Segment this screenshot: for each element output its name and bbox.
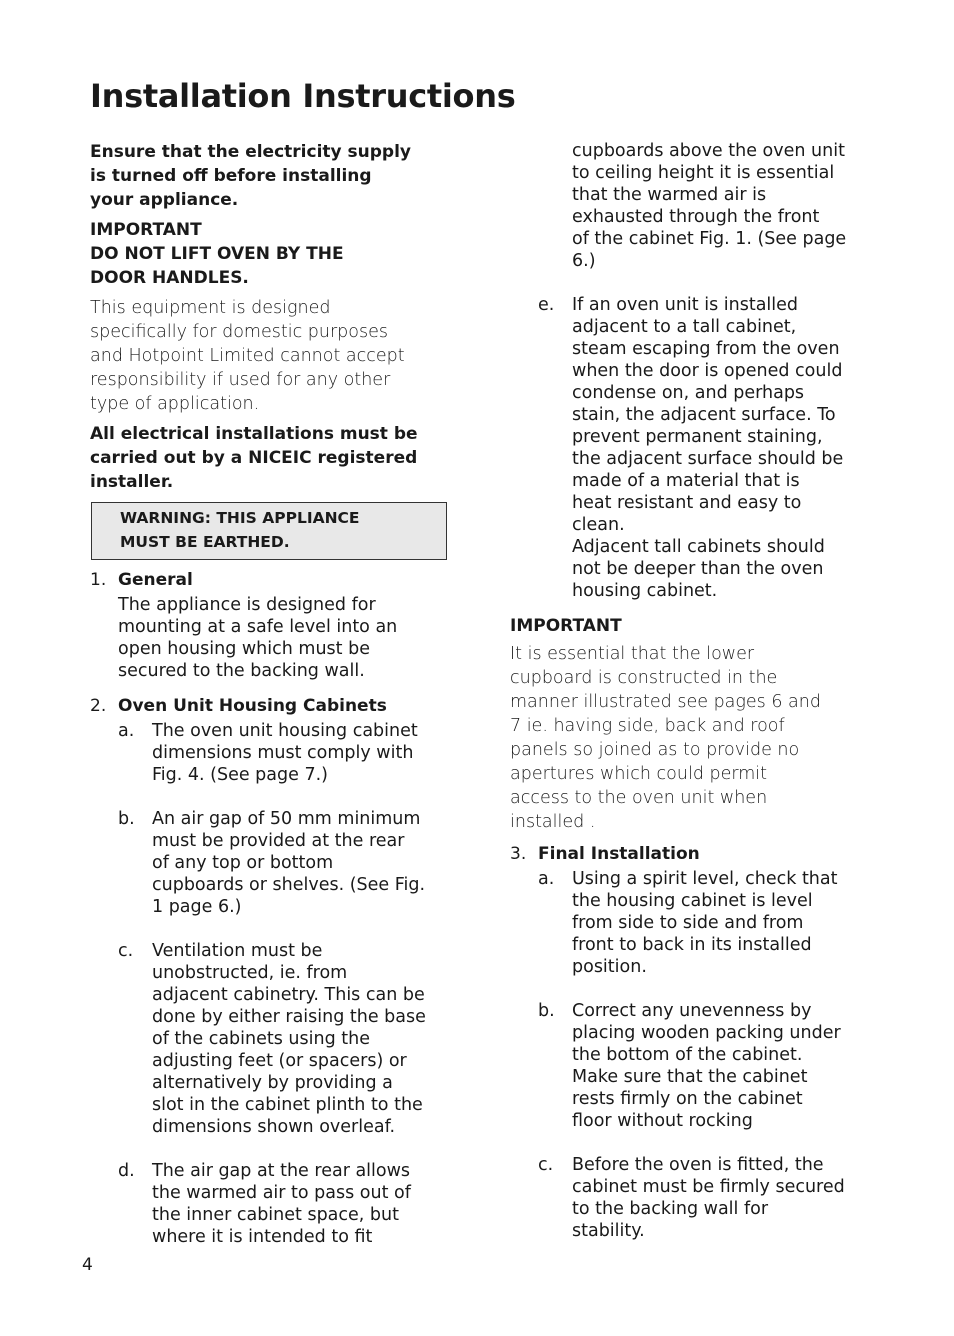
text-line: the housing cabinet is level: [572, 891, 813, 911]
list-item: [538, 1000, 890, 1132]
item-text: [152, 1160, 460, 1248]
section-housing-cabinets: [90, 694, 460, 1248]
text-line: Ensure that the electricity supply: [90, 142, 411, 162]
item-text: [572, 868, 890, 978]
text-line: IMPORTANT: [90, 220, 202, 240]
item-text: [572, 294, 890, 602]
item-letter: d.: [118, 1161, 135, 1181]
text-line: DOOR HANDLES.: [90, 268, 249, 288]
text-line: rests firmly on the cabinet: [572, 1089, 803, 1109]
item-letter: a.: [118, 721, 135, 741]
item-text: [152, 720, 460, 786]
text-line: If an oven unit is installed: [572, 295, 799, 315]
important-heading: IMPORTANT: [510, 616, 622, 636]
text-line: and Hotpoint Limited cannot accept: [90, 346, 405, 366]
item-d-continuation: [510, 140, 890, 272]
text-line: stability.: [572, 1221, 645, 1241]
text-line: cupboard is constructed in the: [510, 668, 778, 688]
important-paragraph: [510, 642, 890, 834]
text-line: placing wooden packing under: [572, 1023, 841, 1043]
warning-line: WARNING: THIS APPLIANCE: [120, 509, 360, 527]
text-line: not be deeper than the oven: [572, 559, 824, 579]
text-line: open housing which must be: [118, 639, 370, 659]
text-line: All electrical installations must be: [90, 424, 418, 444]
text-line: steam escaping from the oven: [572, 339, 840, 359]
text-line: An air gap of 50 mm minimum: [152, 809, 421, 829]
text-line: DO NOT LIFT OVEN BY THE: [90, 244, 344, 264]
text-line: prevent permanent staining,: [572, 427, 823, 447]
page-title: Installation Instructions: [90, 77, 516, 115]
item-text: [572, 1154, 890, 1242]
warning-line: MUST BE EARTHED.: [120, 533, 290, 551]
text-line: manner illustrated see pages 6 and: [510, 692, 821, 712]
text-line: of any top or bottom: [152, 853, 334, 873]
text-line: dimensions shown overleaf.: [152, 1117, 396, 1137]
text-line: to the backing wall for: [572, 1199, 769, 1219]
section-number: 1.: [90, 570, 107, 590]
text-line: alternatively by providing a: [152, 1073, 393, 1093]
text-line: adjacent cabinetry. This can be: [152, 985, 425, 1005]
text-line: Adjacent tall cabinets should: [572, 537, 825, 557]
item-letter: c.: [118, 941, 134, 961]
section-final-installation: [510, 842, 890, 1242]
left-column: [90, 140, 460, 1248]
list-item: [538, 868, 890, 978]
text-line: cupboards above the oven unit: [572, 141, 845, 161]
text-line: adjacent to a tall cabinet,: [572, 317, 797, 337]
text-line: 7 ie. having side, back and roof: [510, 716, 785, 736]
text-line: Fig. 4. (See page 7.): [152, 765, 328, 785]
list-item: [118, 940, 460, 1138]
text-line: adjusting feet (or spacers) or: [152, 1051, 407, 1071]
text-line: made of a material that is: [572, 471, 800, 491]
text-line: Using a spirit level, check that: [572, 869, 838, 889]
text-line: stain, the adjacent surface. To: [572, 405, 836, 425]
text-line: responsibility if used for any other: [90, 370, 391, 390]
list-item: [118, 720, 460, 786]
text-line: The air gap at the rear allows: [152, 1161, 411, 1181]
text-line: of the cabinets using the: [152, 1029, 370, 1049]
text-line: Correct any unevenness by: [572, 1001, 812, 1021]
item-letter: c.: [538, 1155, 554, 1175]
text-line: where it is intended to fit: [152, 1227, 373, 1247]
text-line: when the door is opened could: [572, 361, 843, 381]
item-text: [572, 1000, 890, 1132]
text-line: Ventilation must be: [152, 941, 323, 961]
item-text: [152, 808, 460, 918]
section-title: Final Installation: [538, 844, 700, 864]
electrical-installation-paragraph: [90, 422, 460, 494]
section-number: 3.: [510, 844, 527, 864]
section-title: Oven Unit Housing Cabinets: [118, 696, 387, 716]
text-line: your appliance.: [90, 190, 239, 210]
text-line: apertures which could permit: [510, 764, 768, 784]
text-line: cabinet must be firmly secured: [572, 1177, 845, 1197]
section-title: General: [118, 570, 193, 590]
text-line: floor without rocking: [572, 1111, 753, 1131]
section-body: [118, 594, 460, 682]
text-line: specifically for domestic purposes: [90, 322, 388, 342]
text-line: secured to the backing wall.: [118, 661, 365, 681]
text-line: clean.: [572, 515, 625, 535]
item-letter: a.: [538, 869, 555, 889]
item-letter: e.: [538, 295, 555, 315]
text-line: of the cabinet Fig. 1. (See page: [572, 229, 847, 249]
text-line: 6.): [572, 251, 596, 271]
lift-warning-paragraph: [90, 218, 460, 290]
text-line: unobstructed, ie. from: [152, 963, 348, 983]
text-line: the warmed air to pass out of: [152, 1183, 411, 1203]
text-line: dimensions must comply with: [152, 743, 414, 763]
text-line: Make sure that the cabinet: [572, 1067, 808, 1087]
text-line: done by either raising the base: [152, 1007, 426, 1027]
text-line: the inner cabinet space, but: [152, 1205, 399, 1225]
text-line: condense on, and perhaps: [572, 383, 805, 403]
text-line: exhausted through the front: [572, 207, 820, 227]
text-line: panels so joined as to provide no: [510, 740, 800, 760]
list-item: [510, 294, 890, 602]
text-line: housing cabinet.: [572, 581, 718, 601]
equipment-paragraph: [90, 296, 460, 416]
text-line: that the warmed air is: [572, 185, 767, 205]
item-letter: b.: [538, 1001, 555, 1021]
text-line: position.: [572, 957, 647, 977]
text-line: heat resistant and easy to: [572, 493, 802, 513]
text-line: The oven unit housing cabinet: [152, 721, 418, 741]
text-line: cupboards or shelves. (See Fig.: [152, 875, 426, 895]
text-line: This equipment is designed: [90, 298, 331, 318]
text-line: Before the oven is fitted, the: [572, 1155, 824, 1175]
text-line: access to the oven unit when: [510, 788, 768, 808]
text-line: the adjacent surface should be: [572, 449, 844, 469]
right-column: [510, 140, 890, 1242]
text-line: must be provided at the rear: [152, 831, 405, 851]
earthing-warning-box: [91, 502, 447, 560]
text-line: to ceiling height it is essential: [572, 163, 835, 183]
list-item: [538, 1154, 890, 1242]
text-line: slot in the cabinet plinth to the: [152, 1095, 423, 1115]
section-number: 2.: [90, 696, 107, 716]
section-general: [90, 568, 460, 682]
supply-warning-paragraph: [90, 140, 460, 212]
text-line: front to back in its installed: [572, 935, 812, 955]
text-line: is turned off before installing: [90, 166, 372, 186]
text-line: installer.: [90, 472, 174, 492]
text-line: the bottom of the cabinet.: [572, 1045, 803, 1065]
list-item: [118, 808, 460, 918]
text-line: installed .: [510, 812, 596, 832]
text-line: 1 page 6.): [152, 897, 242, 917]
list-item: [118, 1160, 460, 1248]
page-number: 4: [82, 1255, 93, 1275]
text-line: carried out by a NICEIC registered: [90, 448, 418, 468]
text-line: type of application.: [90, 394, 260, 414]
text-line: from side to side and from: [572, 913, 804, 933]
item-text: [152, 940, 460, 1138]
text-line: It is essential that the lower: [510, 644, 755, 664]
text-line: The appliance is designed for: [118, 595, 376, 615]
item-letter: b.: [118, 809, 135, 829]
text-line: mounting at a safe level into an: [118, 617, 398, 637]
